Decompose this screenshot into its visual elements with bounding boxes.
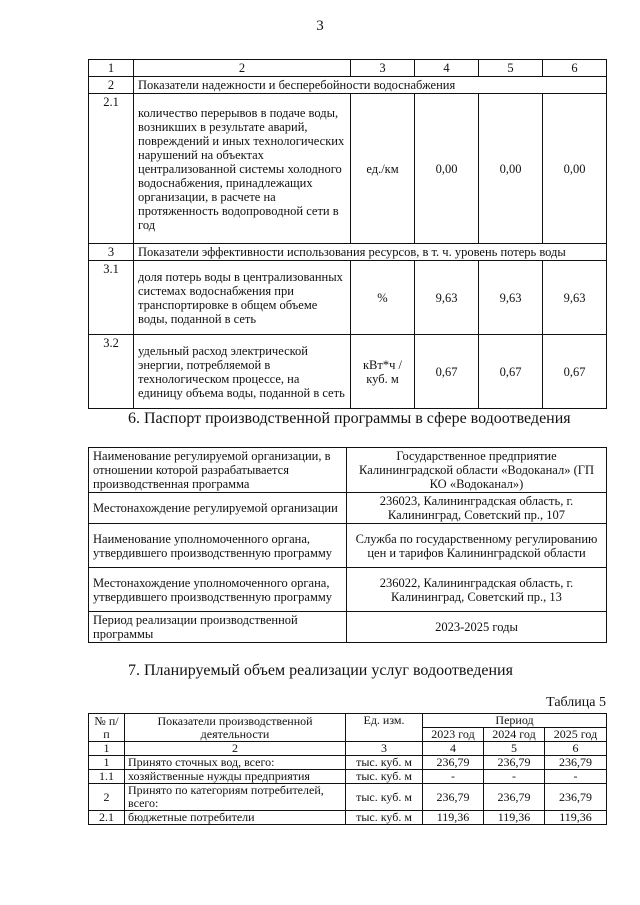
row-number: 2 [89,784,125,811]
section-row [89,77,607,94]
value-cell: - [545,770,607,784]
value-cell: 0,00 [479,94,543,244]
indicator-name: Принято сточных вод, всего: [125,756,346,770]
col-index: 6 [545,742,607,756]
unit-cell: тыс. куб. м [346,784,423,811]
passport-label: Наименование регулируемой организации, в отношении которой разрабатывается производственная программа [89,448,347,493]
value-cell: 9,63 [543,261,607,335]
table-row [89,448,607,493]
table-row [89,770,607,784]
value-cell: 236,79 [545,784,607,811]
col-index: 3 [351,60,415,77]
row-number: 2 [89,77,134,94]
table-row [89,261,607,335]
unit-cell: тыс. куб. м [346,756,423,770]
passport-value: 236023, Калининградская область, г. Калининград, Советский пр., 107 [347,493,607,524]
table-row [89,524,607,568]
value-cell: 9,63 [415,261,479,335]
header-num: № п/п [89,714,125,742]
section-heading: 6. Паспорт производственной программы в сфере водоотведения [128,410,571,427]
col-index: 1 [89,60,134,77]
indicator-name: бюджетные потребители [125,811,346,825]
unit-cell: ед./км [351,94,415,244]
passport-label: Местонахождение регулируемой организации [89,493,347,524]
col-index: 3 [346,742,423,756]
value-cell: 119,36 [423,811,484,825]
value-cell: 119,36 [484,811,545,825]
program-passport-table [88,447,607,643]
value-cell: 236,79 [423,756,484,770]
value-cell: 0,67 [415,335,479,409]
indicator-text: количество перерывов в подаче воды, возникших в результате аварий, повреждений и иных технологических нарушений на объектах централизованной системы холодного водоснабжения, принадлежащих организации, в расчете на протяженность водопроводной сети в год [134,94,351,244]
value-cell: 0,67 [543,335,607,409]
unit-cell: % [351,261,415,335]
passport-value: Служба по государственному регулированию цен и тарифов Калининградской области [347,524,607,568]
table-caption: Таблица 5 [546,695,606,710]
section-title: Показатели надежности и бесперебойности водоснабжения [134,77,607,94]
passport-value: 236022, Калининградская область, г. Калининград, Советский пр., 13 [347,568,607,612]
col-index: 5 [484,742,545,756]
value-cell: 236,79 [484,756,545,770]
passport-label: Период реализации производственной программы [89,612,347,643]
col-index: 4 [423,742,484,756]
header-unit: Ед. изм. [346,714,423,742]
row-number: 2.1 [89,94,134,244]
value-cell: 236,79 [484,784,545,811]
header-year: 2023 год [423,728,484,742]
index-row [89,742,607,756]
indicator-text: удельный расход электрической энергии, потребляемой в технологическом процессе, на единицу объема воды, поданной в сеть [134,335,351,409]
value-cell: 9,63 [479,261,543,335]
value-cell: 236,79 [423,784,484,811]
section-heading: 7. Планируемый объем реализации услуг водоотведения [128,662,513,679]
col-index: 5 [479,60,543,77]
value-cell: - [423,770,484,784]
table-row [89,335,607,409]
indicators-table [88,59,607,409]
row-number: 3.2 [89,335,134,409]
header-year: 2025 год [545,728,607,742]
header-period: Период [423,714,607,728]
table-row [89,94,607,244]
service-volume-table [88,713,607,825]
table-row [89,568,607,612]
table-row [89,784,607,811]
header-name: Показатели производственной деятельности [125,714,346,742]
section-title: Показатели эффективности использования ресурсов, в т. ч. уровень потерь воды [134,244,607,261]
col-index: 2 [134,60,351,77]
value-cell: 0,67 [479,335,543,409]
passport-label: Наименование уполномоченного органа, утвердившего производственную программу [89,524,347,568]
value-cell: 236,79 [545,756,607,770]
row-number: 3.1 [89,261,134,335]
unit-cell: тыс. куб. м [346,770,423,784]
col-index: 4 [415,60,479,77]
row-number: 1 [89,756,125,770]
value-cell: 0,00 [543,94,607,244]
table-row [89,811,607,825]
row-number: 3 [89,244,134,261]
table-row [89,756,607,770]
value-cell: - [484,770,545,784]
value-cell: 0,00 [415,94,479,244]
page-number: 3 [316,18,324,34]
indicator-text: доля потерь воды в централизованных системах водоснабжения при транспортировке в общем объеме воды, поданной в сеть [134,261,351,335]
col-index: 1 [89,742,125,756]
indicator-name: Принято по категориям потребителей, всего: [125,784,346,811]
table-row [89,493,607,524]
table-header-row [89,60,607,77]
row-number: 1.1 [89,770,125,784]
col-index: 6 [543,60,607,77]
col-index: 2 [125,742,346,756]
header-year: 2024 год [484,728,545,742]
passport-label: Местонахождение уполномоченного органа, утвердившего производственную программу [89,568,347,612]
indicator-name: хозяйственные нужды предприятия [125,770,346,784]
table-row [89,612,607,643]
value-cell: 119,36 [545,811,607,825]
unit-cell: тыс. куб. м [346,811,423,825]
section-row [89,244,607,261]
row-number: 2.1 [89,811,125,825]
table-header-row [89,714,607,728]
passport-value: 2023-2025 годы [347,612,607,643]
passport-value: Государственное предприятие Калининградской области «Водоканал» (ГП КО «Водоканал») [347,448,607,493]
unit-cell: кВт*ч / куб. м [351,335,415,409]
